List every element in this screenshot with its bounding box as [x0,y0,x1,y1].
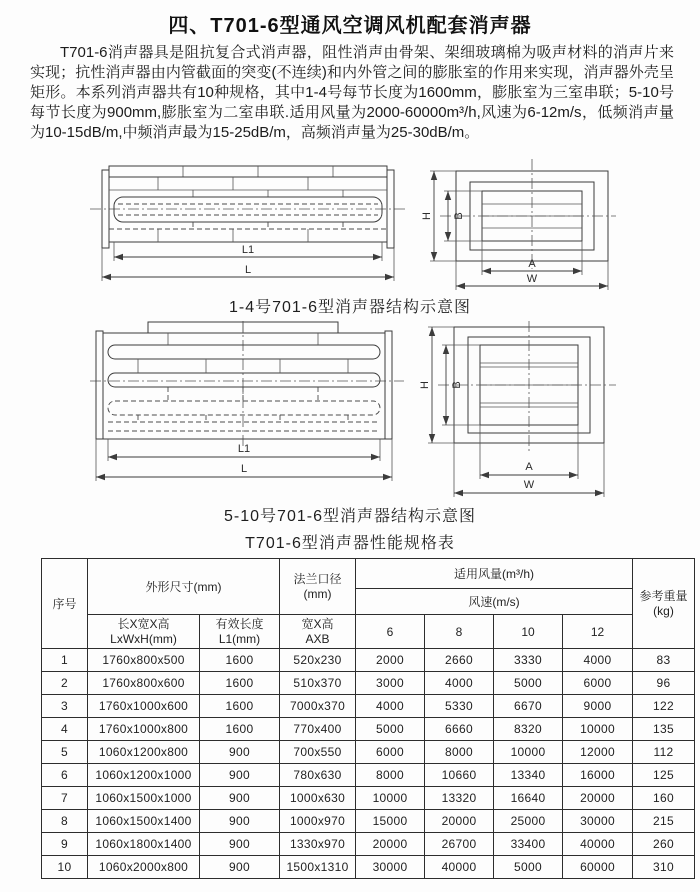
table-cell: 1060x1800x1400 [88,833,200,856]
col-header-airflow: 适用风量(m³/h) [356,559,633,589]
table-cell: 160 [633,787,695,810]
table-cell: 1760x1000x800 [88,718,200,741]
table-cell: 3 [42,695,88,718]
table-cell: 5 [42,741,88,764]
diagram-1-4-svg [88,157,618,292]
table-cell: 83 [633,649,695,672]
table-cell: 2000 [356,649,425,672]
table-cell: 6670 [494,695,563,718]
table-cell: 96 [633,672,695,695]
col-header-flange-line1: 法兰口径 [293,571,342,586]
col-header-el-line2: L1(mm) [218,631,261,646]
dim-label-b: B [453,212,465,220]
table-cell: 16640 [494,787,563,810]
dim-label-l1: L1 [241,244,255,256]
table-cell: 16000 [563,764,633,787]
table-cell: 25000 [494,810,563,833]
table-row [42,695,695,718]
table-cell: 4000 [425,672,494,695]
description-paragraph: T701-6消声器具是阻抗复合式消声器，阻性消声由骨架、架细玻璃棉为吸声材料的消声片来实现；抗性消声器由内管截面的突变(不连续)和内外管之间的膨胀室的作用来实现，消声器外壳呈矩形。本系列消声器共有10种规格，其中1-4号每节长度为1600mm，膨胀室为三室串联；5-10号每节长度为900mm,膨胀室为二室串联.适用风量为2000-60000m³/h,风速为6-12m/s，低频消声量为10-15dB/m,中频消声最为15-25dB/m，高频消声量为25-30dB/m。 [30,44,674,141]
table-cell: 900 [200,741,280,764]
col-header-weight-line1: 参考重量 [639,588,688,603]
table-cell: 6000 [356,741,425,764]
table-cell: 5000 [494,672,563,695]
dim-label-b: B [451,381,463,389]
col-header-outer-dims: 外形尺寸(mm) [88,559,280,615]
col-header-speed-12: 12 [563,615,633,649]
table-cell: 900 [200,810,280,833]
side-view-1-4 [90,166,406,281]
table-cell: 4000 [356,695,425,718]
figure-caption-5-10: 5-10号701-6型消声器结构示意图 [224,508,476,525]
table-cell: 20000 [563,787,633,810]
col-header-effective-length [200,615,280,649]
table-cell: 8000 [356,764,425,787]
table-row [42,856,695,879]
table-cell: 8000 [425,741,494,764]
table-cell: 135 [633,718,695,741]
table-cell: 900 [200,787,280,810]
spec-table-body [42,649,695,879]
col-header-speed-10: 10 [494,615,563,649]
col-header-speed-8: 8 [425,615,494,649]
table-cell: 520x230 [280,649,356,672]
table-cell: 3000 [356,672,425,695]
dim-label-a: A [525,461,533,473]
table-title: T701-6型消声器性能规格表 [245,535,455,552]
table-cell: 6000 [563,672,633,695]
page-title: 四、T701-6型通风空调风机配套消声器 [168,15,532,37]
table-cell: 310 [633,856,695,879]
table-cell: 26700 [425,833,494,856]
table-cell: 780x630 [280,764,356,787]
table-cell: 1060x1200x1000 [88,764,200,787]
col-header-flange-sub-line2: AXB [305,631,330,646]
col-header-flange-line2: (mm) [303,586,332,601]
col-header-lwh-line1: 长X宽X高 [117,616,170,631]
table-cell: 260 [633,833,695,856]
table-cell: 125 [633,764,695,787]
table-cell: 4000 [563,649,633,672]
table-cell: 1760x1000x600 [88,695,200,718]
table-row [42,741,695,764]
table-cell: 30000 [563,810,633,833]
table-cell: 10000 [563,718,633,741]
table-cell: 10000 [494,741,563,764]
col-header-speed-6: 6 [356,615,425,649]
table-cell: 5000 [356,718,425,741]
table-cell: 1 [42,649,88,672]
table-cell: 33400 [494,833,563,856]
table-cell: 1500x1310 [280,856,356,879]
diagram-5-10-svg [88,321,618,501]
table-cell: 13320 [425,787,494,810]
col-header-weight-line2: (kg) [653,603,674,618]
table-cell: 1060x1200x800 [88,741,200,764]
col-header-lwh [88,615,200,649]
table-cell: 1000x970 [280,810,356,833]
table-cell: 4 [42,718,88,741]
table-cell: 5000 [494,856,563,879]
table-cell: 1060x1500x1400 [88,810,200,833]
table-cell: 20000 [356,833,425,856]
dim-label-l: L [244,264,252,276]
col-header-flange-sub [280,615,356,649]
table-cell: 2660 [425,649,494,672]
cross-section-5-10 [419,321,616,497]
table-cell: 1000x630 [280,787,356,810]
table-row [42,718,695,741]
table-cell: 700x550 [280,741,356,764]
table-cell: 20000 [425,810,494,833]
table-cell: 900 [200,856,280,879]
table-cell: 1060x2000x800 [88,856,200,879]
table-row [42,764,695,787]
table-cell: 30000 [356,856,425,879]
table-cell: 1600 [200,672,280,695]
table-cell: 1330x970 [280,833,356,856]
table-cell: 12000 [563,741,633,764]
dim-label-w: W [523,479,535,491]
table-cell: 1760x800x600 [88,672,200,695]
table-cell: 6660 [425,718,494,741]
table-cell: 7 [42,787,88,810]
table-cell: 510x370 [280,672,356,695]
table-cell: 9000 [563,695,633,718]
table-cell: 1600 [200,718,280,741]
table-cell: 7000x370 [280,695,356,718]
table-cell: 9 [42,833,88,856]
table-cell: 900 [200,833,280,856]
table-cell: 2 [42,672,88,695]
table-cell: 1760x800x500 [88,649,200,672]
side-view-5-10 [90,321,404,481]
figure-caption-1-4: 1-4号701-6型消声器结构示意图 [228,299,472,316]
col-header-wind-speed: 风速(m/s) [356,589,633,615]
col-header-weight [633,559,695,649]
table-cell: 1060x1500x1000 [88,787,200,810]
table-cell: 60000 [563,856,633,879]
dim-label-a: A [528,258,536,270]
col-header-lwh-line2: LxWxH(mm) [110,631,177,646]
table-cell: 10000 [356,787,425,810]
table-cell: 1600 [200,695,280,718]
table-cell: 5330 [425,695,494,718]
table-cell: 770x400 [280,718,356,741]
table-cell: 40000 [563,833,633,856]
table-cell: 13340 [494,764,563,787]
table-row [42,649,695,672]
dim-label-h: H [419,381,431,389]
col-header-flange [280,559,356,615]
table-row [42,833,695,856]
scanned-document-page [0,9,700,892]
table-cell: 215 [633,810,695,833]
table-cell: 6 [42,764,88,787]
structure-diagram-1-4 [88,157,700,292]
dim-label-h: H [421,212,433,220]
cross-section-1-4 [421,159,616,290]
table-cell: 3330 [494,649,563,672]
table-cell: 10660 [425,764,494,787]
table-cell: 112 [633,741,695,764]
table-row [42,672,695,695]
dim-label-l: L [240,463,248,475]
col-header-el-line1: 有效长度 [215,616,264,631]
col-header-seq: 序号 [42,559,88,649]
col-header-flange-sub-line1: 宽X高 [301,616,334,631]
structure-diagram-5-10 [88,321,700,501]
table-cell: 40000 [425,856,494,879]
dim-label-l1: L1 [237,443,251,455]
spec-table [41,558,695,879]
table-cell: 1600 [200,649,280,672]
table-cell: 8 [42,810,88,833]
table-cell: 900 [200,764,280,787]
table-row [42,810,695,833]
table-row [42,787,695,810]
dim-label-w: W [526,273,538,285]
table-cell: 122 [633,695,695,718]
table-cell: 10 [42,856,88,879]
table-cell: 15000 [356,810,425,833]
table-cell: 8320 [494,718,563,741]
